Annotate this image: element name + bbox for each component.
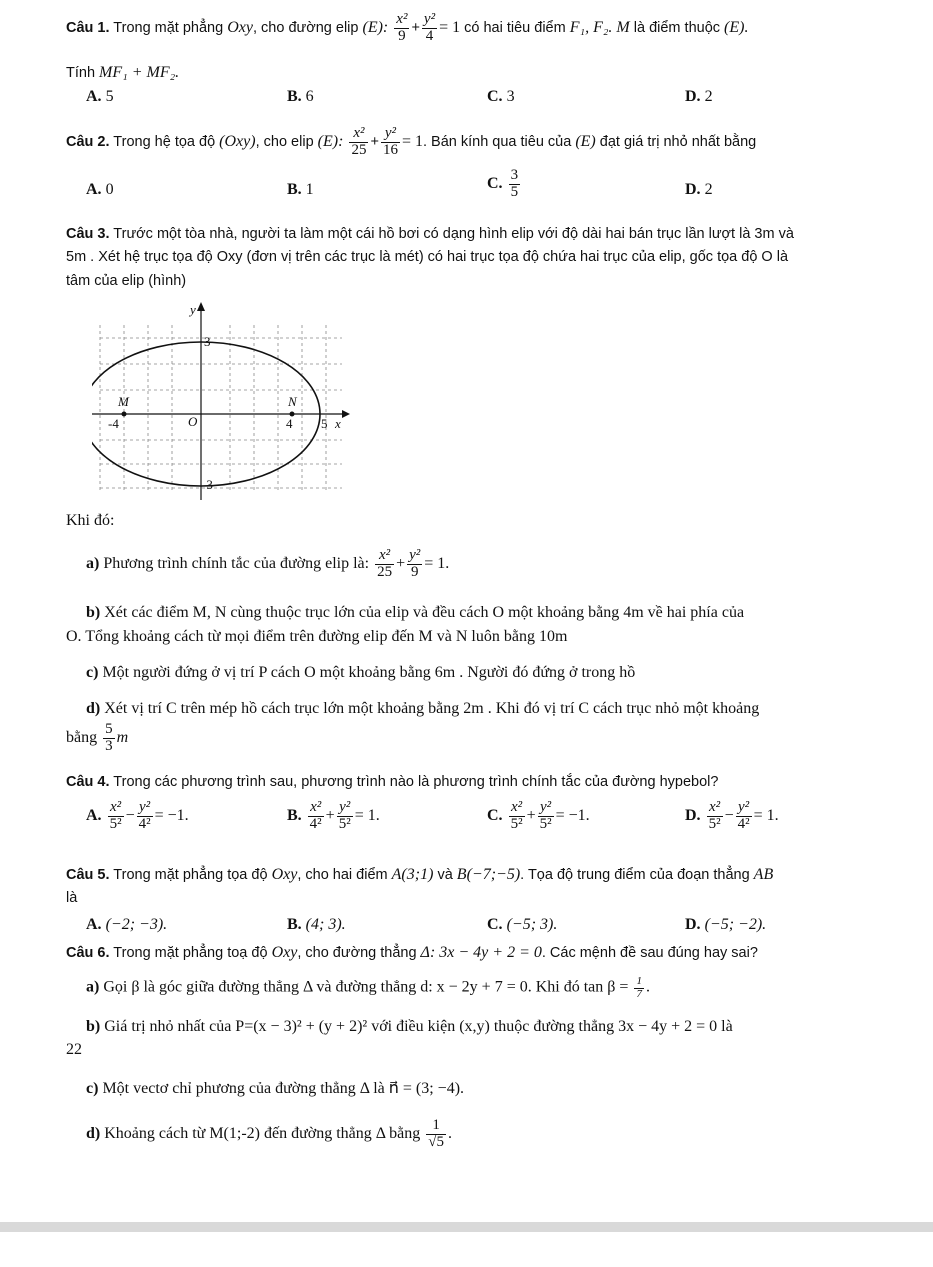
q2-option-b: B. 1 xyxy=(287,181,314,198)
question-6: Câu 6. Trong mặt phẳng toạ độ Oxy, cho đường thẳng Δ: 3x − 4y + 2 = 0. Các mệnh đề sau đúng hay sai? xyxy=(66,944,758,961)
q3-statement-b: b) Xét các điểm M, N cùng thuộc trục lớn của elip và đều cách O một khoảng bằng 4m về hai phía của xyxy=(86,604,745,621)
q3-statement-b-cont: O. Tổng khoảng cách từ mọi điểm trên đường elip đến M và N luôn bằng 10m xyxy=(66,628,568,645)
q3-statement-d-cont: bằng $\frac{5}{3}$ m xyxy=(66,721,129,754)
q5-option-c: C. (−5; 3). xyxy=(487,916,558,933)
tick-3: 3 xyxy=(204,334,211,349)
q3-statement-a: a) Phương trình chính tắc của đường elip là: $\frac{\text{x²}}{25}$ + $\frac{\text{y²}}{9}$ = 1. xyxy=(86,547,450,580)
q3-statement-c: c) Một người đứng ở vị trí P cách O một khoảng bằng 6m . Người đó đứng ở trong hồ xyxy=(86,664,636,681)
tick-minus-4: -4 xyxy=(108,416,119,431)
question-label: Câu 1. xyxy=(66,20,110,37)
question-5: Câu 5. Trong mặt phẳng tọa độ Oxy, cho hai điểm A(3;1) và B(−7;−5). Tọa độ trung điểm của đoạn thẳng AB xyxy=(66,866,774,883)
question-4: Câu 4. Trong các phương trình sau, phương trình nào là phương trình chính tắc của đường hypebol? xyxy=(66,774,719,790)
q6-statement-a: a) Gọi β là góc giữa đường thẳng Δ và đường thẳng d: x − 2y + 7 = 0. Khi đó tan β = $\frac{1}{7}$ . xyxy=(86,975,650,1000)
q5-option-a: A. (−2; −3). xyxy=(86,916,168,933)
question-3-line2: 5m . Xét hệ trục tọa độ Oxy (đơn vị trên các trục là mét) có hai trục tọa độ chứa hai trục của elip, gốc tọa độ O là xyxy=(66,249,789,265)
question-1: Câu 1. Trong mặt phẳng Oxy, cho đường elip (E): $\frac{\text{x²}}{9}$ + $\frac{\text{y²}}{4}$ = 1 có hai tiêu điểm F₁, F₂. M là điểm thuộc (E). xyxy=(66,11,749,44)
point-m xyxy=(122,412,127,417)
grid xyxy=(100,325,342,490)
q6-statement-b: b) Giá trị nhỏ nhất của P=(x − 3)² + (y + 2)² với điều kiện (x,y) thuộc đường thẳng 3x − 4y + 2 = 0 là xyxy=(86,1018,733,1035)
question-5-la: là xyxy=(66,890,78,906)
fraction: $\frac{\text{y²}}{16}$ xyxy=(382,125,398,158)
q6-statement-b-cont: 22 xyxy=(66,1041,82,1058)
page-divider xyxy=(0,1222,933,1232)
point-n-label: N xyxy=(288,394,297,409)
q4-option-b: B. $\frac{\text{x²}}{\text{4²}}$ + $\frac{\text{y²}}{\text{5²}}$ = 1. xyxy=(287,799,380,832)
x-axis-arrow xyxy=(342,410,350,418)
tick-minus-3: -3 xyxy=(202,477,213,492)
q6-statement-d: d) Khoảng cách từ M(1;-2) đến đường thẳng Δ bằng $\frac{1}{√5}$ . xyxy=(86,1117,452,1150)
y-axis-arrow xyxy=(197,302,205,311)
q1-option-c: C. 3 xyxy=(487,88,515,105)
q2-option-d: D. 2 xyxy=(685,181,713,198)
fraction: $\frac{\text{y²}}{4}$ xyxy=(423,11,436,44)
q6-statement-c: c) Một vectơ chỉ phương của đường thẳng Δ là n⃗ = (3; −4). xyxy=(86,1080,465,1097)
tick-4: 4 xyxy=(286,416,293,431)
q3-statement-d: d) Xét vị trí C trên mép hồ cách trục lớn một khoảng bằng 2m . Khi đó vị trí C cách trục nhỏ một khoảng xyxy=(86,700,760,717)
q5-option-b: B. (4; 3). xyxy=(287,916,346,933)
q2-option-c: C. $\frac{3}{5}$ xyxy=(487,167,519,200)
question-1-ask: Tính MF₁ + MF₂. xyxy=(66,64,180,81)
question-3-line3: tâm của elip (hình) xyxy=(66,273,187,289)
origin-label: O xyxy=(188,414,198,429)
fraction: $\frac{\text{x²}}{9}$ xyxy=(396,11,408,44)
q5-option-d: D. (−5; −2). xyxy=(685,916,767,933)
q1-option-b: B. 6 xyxy=(287,88,314,105)
q2-option-a: A. 0 xyxy=(86,181,114,198)
q1-option-d: D. 2 xyxy=(685,88,713,105)
q4-option-c: C. $\frac{\text{x²}}{\text{5²}}$ + $\frac{\text{y²}}{\text{5²}}$ = −1. xyxy=(487,799,590,832)
question-3-line1: Câu 3. Trước một tòa nhà, người ta làm một cái hồ bơi có dạng hình elip với độ dài hai bán trục lần lượt là 3m và xyxy=(66,226,794,242)
ellipse-figure xyxy=(92,300,354,500)
khi-do: Khi đó: xyxy=(66,512,115,529)
y-axis-label: y xyxy=(190,302,196,317)
q4-option-a: A. $\frac{\text{x²}}{\text{5²}}$ − $\frac{\text{y²}}{\text{4²}}$ = −1. xyxy=(86,799,189,832)
question-2: Câu 2. Trong hệ tọa độ (Oxy), cho elip (E): $\frac{\text{x²}}{25}$ + $\frac{\text{y²}}{16}$ = 1. Bán kính qua tiêu của (E) đạt giá trị nhỏ nhất bằng xyxy=(66,125,757,158)
point-m-label: M xyxy=(118,394,129,409)
x-axis-label: x xyxy=(335,416,341,431)
tick-5: 5 xyxy=(321,416,328,431)
fraction: $\frac{\text{x²}}{25}$ xyxy=(351,125,367,158)
q1-option-a: A. 5 xyxy=(86,88,114,105)
q4-option-d: D. $\frac{\text{x²}}{\text{5²}}$ − $\frac{\text{y²}}{\text{4²}}$ = 1. xyxy=(685,799,779,832)
